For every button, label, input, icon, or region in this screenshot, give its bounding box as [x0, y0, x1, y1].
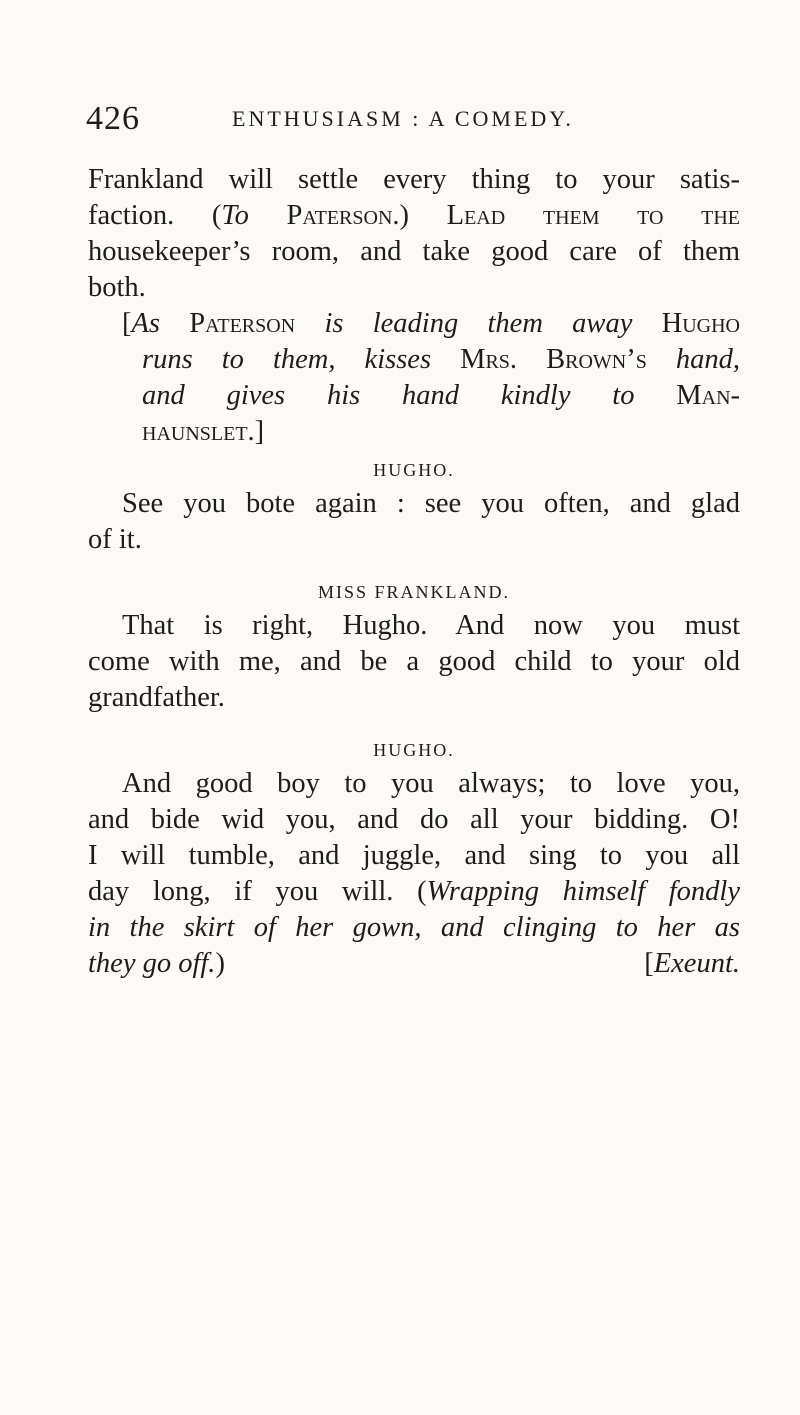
- bracket: [: [644, 948, 654, 979]
- exeunt-group: [644, 946, 740, 982]
- stage-direction: hand,: [646, 344, 741, 375]
- page-number: 426: [86, 100, 140, 137]
- stage-direction: Exeunt.: [653, 948, 740, 979]
- text-line: both.: [88, 272, 146, 303]
- text-line: of it.: [88, 524, 142, 555]
- bracket: [: [122, 308, 132, 339]
- stage-direction-line: [88, 378, 740, 414]
- stage-direction: As: [131, 308, 160, 339]
- text-fragment: ): [215, 948, 225, 979]
- text-line: See you bote again : see you often, and glad: [122, 488, 740, 519]
- text-line: Frankland will settle every thing to your satis-: [88, 164, 740, 195]
- text-line: And good boy to you always; to love you,: [122, 768, 740, 799]
- stage-direction: Wrapping himself fondly: [426, 876, 740, 907]
- text-line: come with me, and be a good child to your old: [88, 646, 740, 677]
- text-line: [88, 946, 740, 982]
- text-line: housekeeper’s room, and take good care of them: [88, 236, 740, 267]
- character-name: Hugho: [632, 308, 740, 339]
- text-line: That is right, Hugho. And now you must: [122, 610, 740, 641]
- text-line: grandfather.: [88, 682, 225, 713]
- speaker-name: MISS FRANKLAND.: [317, 582, 511, 602]
- stage-direction: and gives his hand kindly to: [142, 380, 635, 411]
- text-line: and bide wid you, and do all your bidding. O!: [88, 804, 740, 835]
- play-text: [88, 162, 740, 982]
- character-name: Mrs. Brown’s: [460, 344, 647, 375]
- stage-direction: runs to them,: [142, 344, 336, 375]
- running-head: ENTHUSIASM : A COMEDY.: [232, 106, 574, 131]
- text-fragment: day long, if you will. (: [88, 876, 427, 907]
- speaker-name: HUGHO.: [373, 740, 455, 760]
- stage-direction-line: [88, 342, 740, 378]
- stage-direction: they go off.: [88, 948, 216, 979]
- stage-direction: is leading them away: [324, 308, 633, 339]
- text-line: [88, 198, 740, 234]
- stage-direction-line: [88, 306, 740, 342]
- speaker-name: HUGHO.: [373, 460, 455, 480]
- character-name: Man-: [634, 380, 741, 411]
- text-line: [88, 874, 740, 910]
- stage-direction-line: haunslet.]: [142, 416, 265, 447]
- stage-direction: To: [221, 200, 249, 231]
- text-fragment: faction. (: [88, 200, 222, 231]
- stage-direction: kisses: [335, 344, 461, 375]
- stage-direction-line: in the skirt of her gown, and clinging to her as: [88, 912, 740, 943]
- text-fragment: Paterson.) Lead them to the: [248, 200, 740, 231]
- character-name: Paterson: [160, 308, 325, 339]
- stage-direction-group: [88, 946, 225, 982]
- text-line: I will tumble, and juggle, and sing to you all: [88, 840, 740, 871]
- page-header: [86, 100, 746, 140]
